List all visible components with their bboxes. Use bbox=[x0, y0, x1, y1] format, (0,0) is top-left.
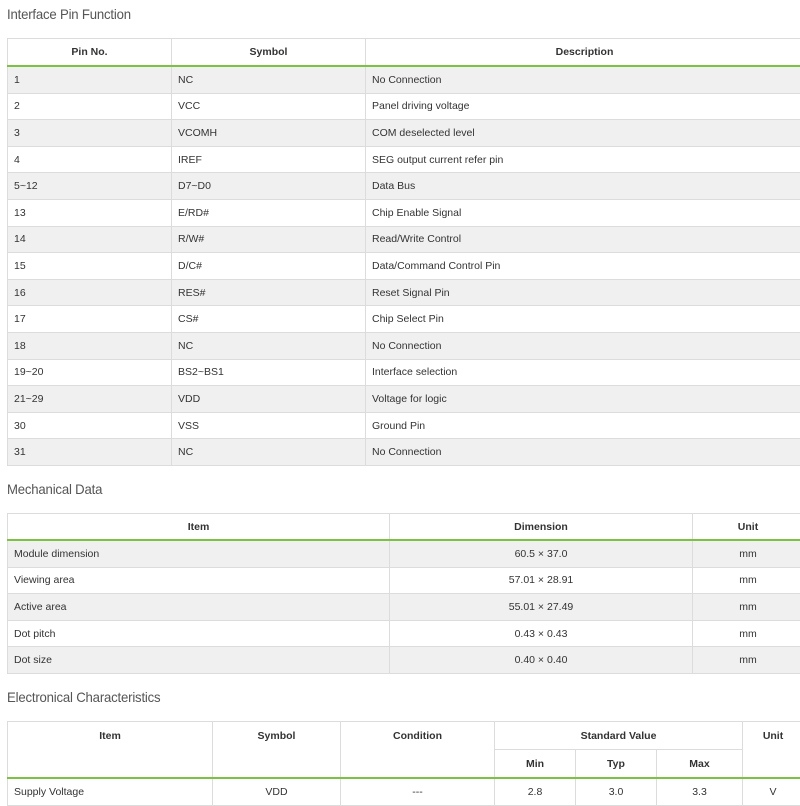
table-cell: E/RD# bbox=[172, 199, 366, 226]
column-header-item: Item bbox=[8, 722, 213, 779]
table-cell: 18 bbox=[8, 332, 172, 359]
table-cell: 5~12 bbox=[8, 173, 172, 200]
table-cell: Panel driving voltage bbox=[366, 93, 800, 120]
table-cell: mm bbox=[693, 594, 800, 621]
table-cell: Supply Voltage bbox=[8, 778, 213, 806]
table-cell: 17 bbox=[8, 306, 172, 333]
table-cell: 57.01 × 28.91 bbox=[390, 567, 693, 594]
table-cell: VCOMH bbox=[172, 120, 366, 147]
table-cell: 1 bbox=[8, 66, 172, 93]
table-row bbox=[8, 359, 800, 386]
table-cell: Chip Select Pin bbox=[366, 306, 800, 333]
table-cell: No Connection bbox=[366, 332, 800, 359]
table-row bbox=[8, 253, 800, 280]
column-header-symbol: Symbol bbox=[172, 39, 366, 67]
table-cell: SEG output current refer pin bbox=[366, 146, 800, 173]
table-cell: 31 bbox=[8, 439, 172, 466]
table-cell: 19~20 bbox=[8, 359, 172, 386]
table-cell: mm bbox=[693, 567, 800, 594]
table-row bbox=[8, 226, 800, 253]
section-title-mechanical-data: Mechanical Data bbox=[7, 481, 102, 497]
table-row bbox=[8, 620, 800, 647]
table-cell: Ground Pin bbox=[366, 412, 800, 439]
column-header-unit: Unit bbox=[743, 722, 800, 779]
table-row bbox=[8, 279, 800, 306]
table-cell: 15 bbox=[8, 253, 172, 280]
table-row bbox=[8, 93, 800, 120]
table-cell: Dot size bbox=[8, 647, 390, 674]
table-cell: mm bbox=[693, 620, 800, 647]
table-cell: 14 bbox=[8, 226, 172, 253]
column-header-typ: Typ bbox=[576, 750, 657, 779]
table-cell: 21~29 bbox=[8, 386, 172, 413]
table-cell: 0.40 × 0.40 bbox=[390, 647, 693, 674]
table-cell: 2.8 bbox=[495, 778, 576, 806]
table-cell: 60.5 × 37.0 bbox=[390, 540, 693, 567]
column-header-condition: Condition bbox=[341, 722, 495, 779]
table-cell: NC bbox=[172, 66, 366, 93]
table-cell: NC bbox=[172, 332, 366, 359]
table-row bbox=[8, 594, 800, 621]
table-cell: --- bbox=[341, 778, 495, 806]
table-cell: D7~D0 bbox=[172, 173, 366, 200]
column-header-symbol: Symbol bbox=[213, 722, 341, 779]
table-cell: BS2~BS1 bbox=[172, 359, 366, 386]
mechanical-data-table bbox=[7, 513, 800, 674]
column-header-description: Description bbox=[366, 39, 800, 67]
table-cell: 0.43 × 0.43 bbox=[390, 620, 693, 647]
table-cell: Chip Enable Signal bbox=[366, 199, 800, 226]
table-cell: Interface selection bbox=[366, 359, 800, 386]
table-cell: Data/Command Control Pin bbox=[366, 253, 800, 280]
table-cell: RES# bbox=[172, 279, 366, 306]
column-header-min: Min bbox=[495, 750, 576, 779]
table-cell: Dot pitch bbox=[8, 620, 390, 647]
table-cell: No Connection bbox=[366, 439, 800, 466]
table-cell: mm bbox=[693, 647, 800, 674]
table-cell: Voltage for logic bbox=[366, 386, 800, 413]
table-cell: IREF bbox=[172, 146, 366, 173]
table-cell: 3 bbox=[8, 120, 172, 147]
table-cell: COM deselected level bbox=[366, 120, 800, 147]
table-cell: Read/Write Control bbox=[366, 226, 800, 253]
table-cell: VDD bbox=[213, 778, 341, 806]
table-row bbox=[8, 173, 800, 200]
table-cell: VSS bbox=[172, 412, 366, 439]
electronical-characteristics-table bbox=[7, 721, 800, 806]
table-cell: Active area bbox=[8, 594, 390, 621]
table-row bbox=[8, 412, 800, 439]
table-row bbox=[8, 386, 800, 413]
table-row bbox=[8, 306, 800, 333]
table-row bbox=[8, 66, 800, 93]
table-cell: R/W# bbox=[172, 226, 366, 253]
column-header-unit: Unit bbox=[693, 514, 800, 541]
section-title-electronical-characteristics: Electronical Characteristics bbox=[7, 689, 160, 705]
table-cell: VDD bbox=[172, 386, 366, 413]
table-cell: 2 bbox=[8, 93, 172, 120]
table-row bbox=[8, 332, 800, 359]
table-row bbox=[8, 778, 800, 806]
table-row bbox=[8, 647, 800, 674]
table-row bbox=[8, 439, 800, 466]
table-cell: VCC bbox=[172, 93, 366, 120]
column-header-dimension: Dimension bbox=[390, 514, 693, 541]
table-header-row bbox=[8, 514, 800, 541]
column-header-standard-value: Standard Value bbox=[495, 722, 743, 750]
table-cell: No Connection bbox=[366, 66, 800, 93]
table-cell: mm bbox=[693, 540, 800, 567]
column-header-max: Max bbox=[657, 750, 743, 779]
table-cell: Viewing area bbox=[8, 567, 390, 594]
table-cell: 13 bbox=[8, 199, 172, 226]
table-cell: 16 bbox=[8, 279, 172, 306]
table-header-row bbox=[8, 722, 800, 750]
table-cell: 3.3 bbox=[657, 778, 743, 806]
table-cell: 4 bbox=[8, 146, 172, 173]
section-title-interface-pins: Interface Pin Function bbox=[7, 6, 131, 22]
table-cell: NC bbox=[172, 439, 366, 466]
table-row bbox=[8, 146, 800, 173]
table-cell: Reset Signal Pin bbox=[366, 279, 800, 306]
column-header-pin-no: Pin No. bbox=[8, 39, 172, 67]
table-cell: 30 bbox=[8, 412, 172, 439]
column-header-item: Item bbox=[8, 514, 390, 541]
table-cell: V bbox=[743, 778, 800, 806]
table-cell: 55.01 × 27.49 bbox=[390, 594, 693, 621]
table-row bbox=[8, 540, 800, 567]
table-row bbox=[8, 567, 800, 594]
table-cell: 3.0 bbox=[576, 778, 657, 806]
table-row bbox=[8, 199, 800, 226]
table-cell: D/C# bbox=[172, 253, 366, 280]
pin-function-table bbox=[7, 38, 800, 466]
table-cell: Module dimension bbox=[8, 540, 390, 567]
table-cell: CS# bbox=[172, 306, 366, 333]
table-header-row bbox=[8, 39, 800, 67]
table-cell: Data Bus bbox=[366, 173, 800, 200]
table-row bbox=[8, 120, 800, 147]
